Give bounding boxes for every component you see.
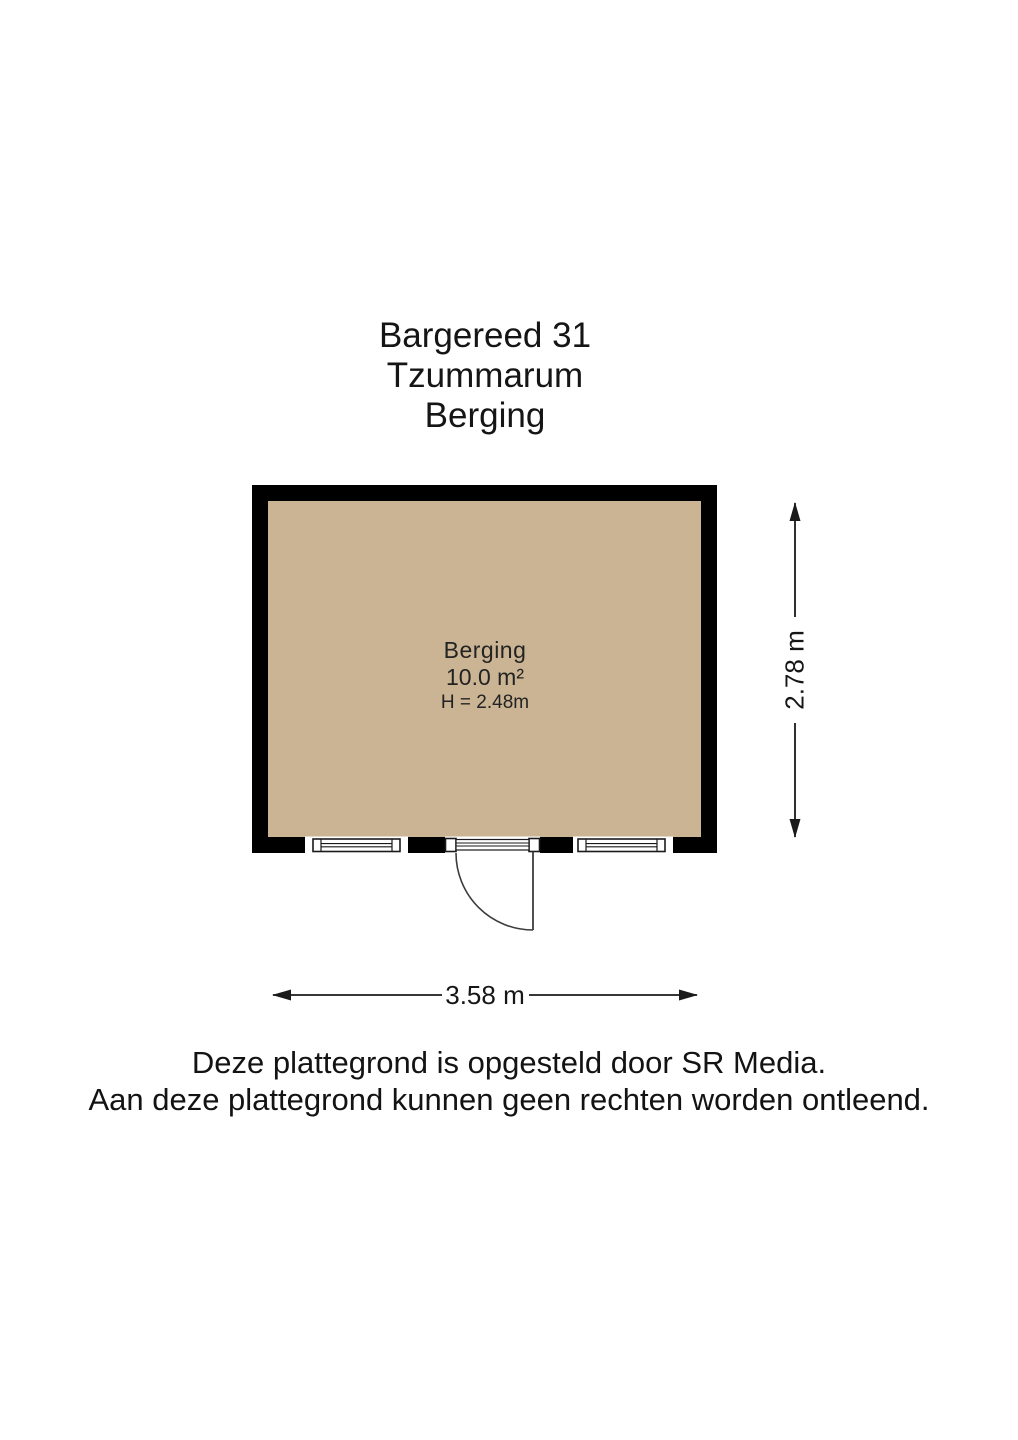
disclaimer-line1: Deze plattegrond is opgesteld door SR Media.: [191, 1045, 827, 1080]
arrowhead-down-icon: [790, 819, 801, 838]
room-ceiling-height: H = 2.48m: [440, 692, 530, 713]
room-area: 10.0 m²: [446, 664, 524, 690]
door-swing-arc: [456, 853, 533, 930]
arrowhead-up-icon: [790, 502, 801, 521]
disclaimer-line2: Aan deze plattegrond kunnen geen rechten worden ontleend.: [88, 1082, 930, 1117]
title-address: Bargereed 31: [378, 316, 592, 355]
dimension-width-label: 3.58 m: [445, 980, 525, 1010]
room-label: [0, 637, 970, 715]
title-city: Tzummarum: [386, 356, 584, 395]
title-plan-name: Berging: [424, 396, 546, 435]
disclaimer: [0, 1044, 1018, 1118]
room-name: Berging: [443, 637, 527, 663]
dimension-height-label: 2.78 m: [779, 630, 810, 710]
